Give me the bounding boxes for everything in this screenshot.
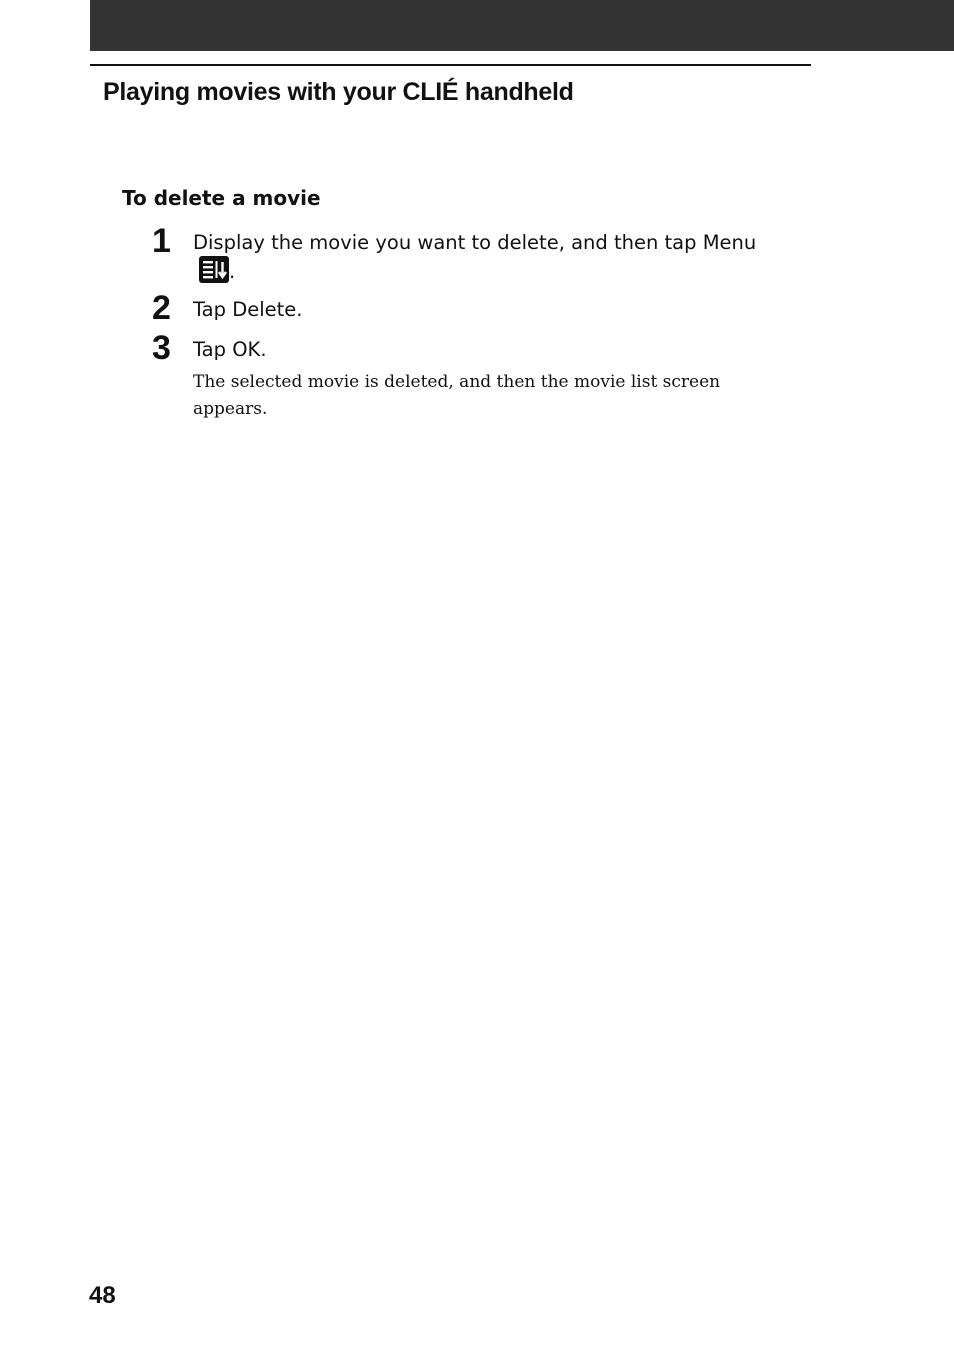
page-number: 48 — [89, 1282, 116, 1309]
step-text-suffix: . — [229, 260, 236, 283]
step-text-body: Display the movie you want to delete, and then tap Menu — [193, 231, 757, 254]
header-rule — [90, 64, 811, 66]
step-note: The selected movie is deleted, and then the movie list screen appears. — [193, 372, 721, 419]
header-bar — [90, 0, 954, 51]
step-number: 2 — [152, 289, 171, 327]
section-heading: To delete a movie — [122, 186, 321, 210]
step-text: Tap Delete. — [193, 298, 303, 321]
step-number: 3 — [152, 329, 171, 367]
page-title: Playing movies with your CLIÉ handheld — [103, 78, 574, 106]
step-text — [193, 229, 783, 285]
menu-icon — [199, 256, 229, 283]
step-number: 1 — [152, 222, 171, 260]
step-text: Tap OK. — [193, 338, 267, 361]
